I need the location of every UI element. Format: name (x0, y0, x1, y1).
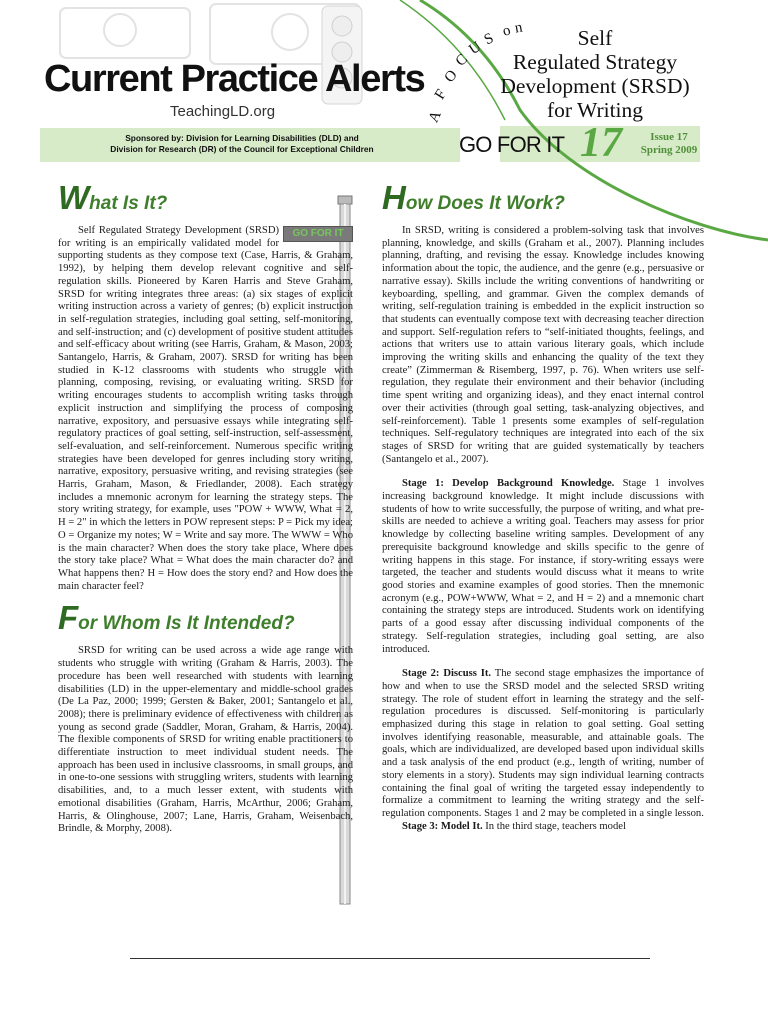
brand-title: Current Practice Alerts (44, 58, 425, 100)
heading-what-is-it (58, 179, 353, 217)
focus-letter: F (431, 86, 451, 103)
heading-initial: F (58, 599, 79, 637)
issue-label: Issue 17 (650, 131, 688, 143)
focus-letter: O (441, 66, 462, 86)
stage-3-paragraph (382, 821, 704, 834)
sponsor-note (62, 133, 422, 155)
heading-for-whom (58, 599, 353, 637)
topic-line: Regulated Strategy (512, 50, 678, 74)
topic-title (476, 26, 714, 122)
stage-2-text: The second stage emphasizes the importance of how and when to use the SRSD model and the selected SRSD writing strategy. The role of student effort in learning the strategy and the self-regulation procedures is discussed. Self-monitoring is particularly emphasized during this stage in relation to goal setting. Goal setting involves identifying reasonable, measurable, and attainable goals. The goals, which are individualized, are developed based upon individual skills and a task analysis of the end product (e.g., length of writing, number of story elements in a story). Students may sign individual learning contracts containing the final goal of writing the targeted essay independently to formalize a commitment to learning the writing strategy and the self-regulation components. Stages 1 and 2 may be completed in a single lesson. (382, 668, 704, 819)
how-it-works-paragraph: In SRSD, writing is considered a problem-solving task that involves planning, knowledge, and skills (Graham et al., 2007). Planning includes planning, drafting, and revising the essay. Knowledge includes knowing information about the topic, the audience, and the genre (e.g., persuasive or narrative essay). Skills include the writing conventions of handwriting or keyboarding, spelling, and grammar. Given the complex demands of writing, self-regulation training is embedded in the explicit instruction so that students can eventually compose text with decreasing teacher direction and support. Self-regulation refers to “self-initiated thoughts, feelings, and actions that writers use to attain various literary goals, which include improving the writing skills and enhancing the quality of the text they create” (Zimmerman & Risemberg, 1997, p. 76). When writers use self-regulation, they regulate their environment and their behavior (including time spent writing and organizing ideas), and they enact internal control over their activities (through goal setting, task-analyzing objectives, and self-reinforcement). Table 1 presents some examples of self-regulation techniques. Self-regulatory techniques are integrated into each of the six stages of SRSD for writing that are guided systematically by teachers (Santangelo et al., 2007). (382, 225, 704, 465)
topic-line: for Writing (546, 98, 644, 122)
stage-2-title: Stage 2: Discuss It. (402, 668, 492, 680)
stage-3-text: In the third stage, teachers model (482, 820, 626, 832)
stage-2-paragraph (382, 668, 704, 820)
focus-letter: n (513, 19, 525, 37)
focus-letter: S (481, 29, 498, 49)
masthead (0, 0, 768, 165)
heading-text: or Whom Is It Intended? (78, 613, 295, 635)
issue-date: Spring 2009 (640, 144, 698, 156)
gofor-badge: GO FOR IT (283, 226, 353, 242)
sponsor-line-2: Division for Research (DR) of the Council for Exceptional Children (110, 144, 374, 154)
stage-1-title: Stage 1: Develop Background Knowledge. (402, 478, 615, 490)
footer-rule (130, 958, 650, 959)
focus-letter: C (452, 50, 472, 70)
gofor-label: GO FOR IT (459, 132, 565, 157)
stage-1-text: Stage 1 involves increasing background knowledge. It might include discussions with students of how to write successfully, the purpose of writing, and what pre-skills are needed to achieve a writing goal. Teachers may assess for prior knowledge by collecting baseline writing samples. Development of any prerequisite background knowledge and skills specific to the genre of writing happens in this stage. For instance, if story-writing essays were targeted, the teacher and students would discuss what it means to write good stories and examine examples of good stories. Then the mnemonic acronym (e.g., POW+WWW, What = 2, and H = 2) and a mnemonic chart containing the strategy steps are introduced. Students work on identifying parts of a good essay after discussing individual components of the strategy. Self-regulation strategies, including goal setting, are also introduced. (382, 478, 704, 655)
sponsor-line-1: Sponsored by: Division for Learning Disabilities (DLD) and (125, 133, 359, 143)
for-whom-paragraph: SRSD for writing can be used across a wide age range with students who struggle with writing (Graham & Harris, 2003). The procedure has been well researched with students with learning disabilities (LD) in the upper-elementary and middle-school grades (De La Paz, 2000; 1999; Gersten & Baker, 2001; Santangelo et al., 2008); there is preliminary evidence of effectiveness with children as young as second grade (Saddler, Moran, Graham, & Harris, 2004). The flexible components of SRSD for writing enable practitioners to differentiate instruction to meet individual student needs. The approach has been used in inclusive classrooms, in small groups, and in one-to-one sessions with struggling writers, students with learning disabilities, and, to a much lesser extent, with students with emotional disabilities (Graham, Harris, McArthur, 2006; Graham, Harris, & Olinghouse, 2007; Lane, Harris, Graham, Weisenbach, Brindle, & Morphy, 2008). (58, 645, 353, 835)
topic-line: Development (SRSD) (500, 74, 690, 98)
stage-3-title: Stage 3: Model It. (402, 820, 483, 832)
stage-1-paragraph (382, 478, 704, 656)
issue-info (636, 131, 702, 157)
focus-letter: A (425, 107, 446, 126)
issue-number: 17 (580, 120, 622, 166)
heading-initial: H (382, 179, 406, 216)
heading-text: ow Does It Work? (405, 193, 565, 214)
focus-letter: U (466, 38, 486, 59)
focus-letter: o (500, 22, 514, 40)
heading-text: hat Is It? (89, 193, 168, 214)
left-column (58, 179, 353, 836)
heading-initial: W (58, 179, 90, 216)
what-is-it-paragraph: Self Regulated Strategy Development (SRSD) for writing is an empirically validated model for supporting students as they compose text (Case, Harris, & Graham, 1992), by helping them develop relevant cognitive and self-regulation skills. Pioneered by Karen Harris and Steve Graham, SRSD for writing integrates three areas: (a) six stages of explicit writing instruction across a variety of genres; (b) explicit instruction in self-regulation strategies, including goal setting, self-monitoring, and self-instruction; and (c) development of positive student attitudes and self-efficacy about writing (see Harris, Graham, & Mason, 2003; Santangelo, Harris, & Graham, 2007). SRSD for writing has been studied in K-12 classrooms with students who struggle with planning, composing, revising, or evaluating writing. SRSD for writing encourages students to accomplish writing tasks through explicit instruction and simplifying the process of composing narrative, expository, and persuasive essays while integrating self-regulatory practices of goal setting, self-instruction, self-assessment, self-evaluation, and self-reinforcement. Numerous specific writing strategies have been developed for genres including story writing, narrative, expository, persuasive writing, and revising strategies (see Harris, Graham, Mason, & Friedlander, 2008). Each strategy includes a mnemonic acronym for learning the strategy steps. The story writing strategy, for example, uses "POW + WWW, What = 2, H = 2" in which the letters in POW represent steps: P = Pick my idea; O = Organize my notes; W = Write and say more. The WWW = Who is the main character? When does the story take place, Where does the story take place? What = What does the main character do? and What happens then? H = How does the story end? and How does the main character feel? (58, 225, 353, 592)
site-url: TeachingLD.org (170, 103, 276, 120)
right-column (382, 179, 704, 833)
heading-how-does-it-work (382, 179, 704, 217)
topic-line: Self (577, 26, 613, 50)
